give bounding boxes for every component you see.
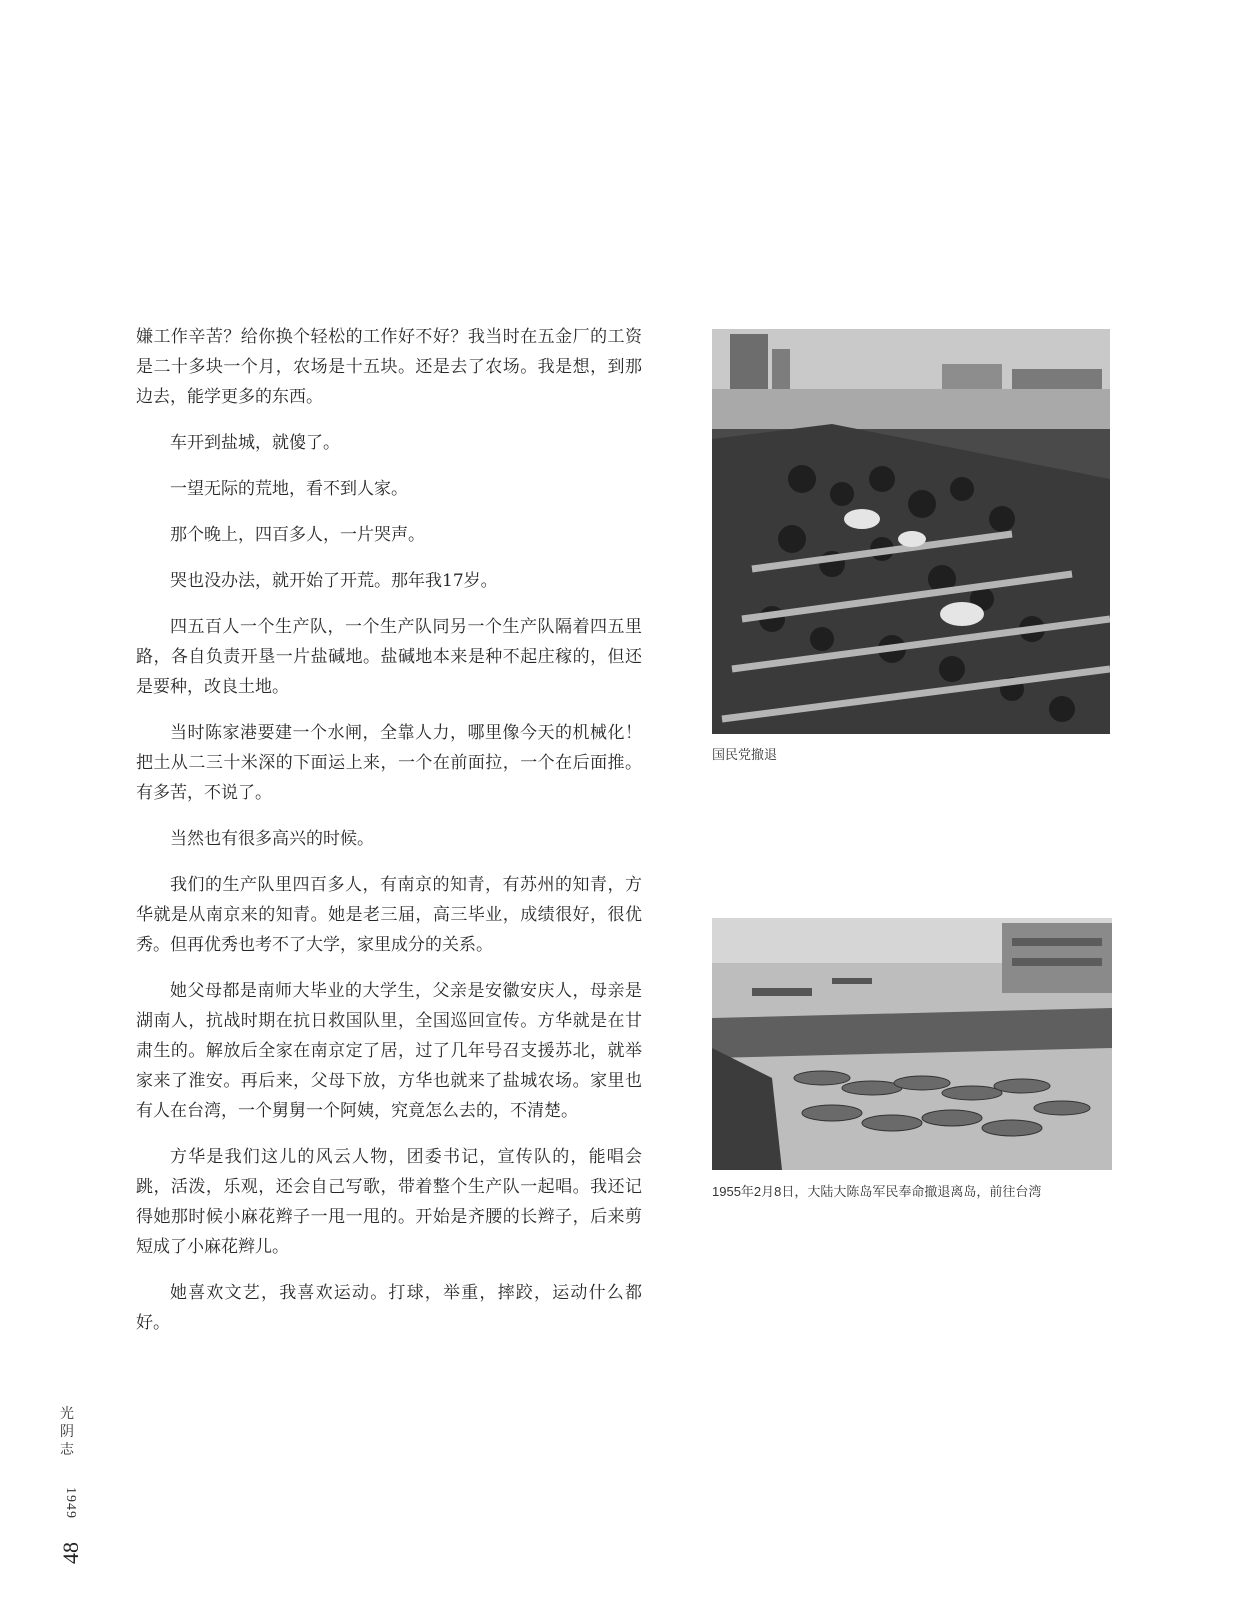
paragraph: 当然也有很多高兴的时候。 — [170, 829, 374, 849]
paragraph: 一望无际的荒地，看不到人家。 — [170, 479, 408, 499]
article-body — [136, 322, 642, 1354]
photo-caption: 国民党撤退 — [712, 747, 778, 762]
photo-caption: 1955年2月8日，大陆大陈岛军民奉命撤退离岛，前往台湾 — [712, 1184, 1042, 1199]
paragraph: 那个晚上，四百多人，一片哭声。 — [170, 525, 425, 545]
photo-retreat-ship-image — [712, 329, 1110, 734]
paragraph: 当时陈家港要建一个水闸，全靠人力，哪里像今天的机械化！把土从二三十米深的下面运上来，一个在前面拉，一个在后面推。有多苦，不说了。 — [136, 723, 642, 803]
paragraph: 哭也没办法，就开始了开荒。那年我17岁。 — [170, 571, 498, 591]
paragraph: 我们的生产队里四百多人，有南京的知青，有苏州的知青，方华就是从南京来的知青。她是老三届，高三毕业，成绩很好，很优秀。但再优秀也考不了大学，家里成分的关系。 — [136, 875, 642, 955]
photo-dachen-evacuation-image — [712, 918, 1112, 1170]
photo-retreat-ship — [712, 329, 1110, 734]
photo-dachen-evacuation — [712, 918, 1112, 1170]
paragraph: 嫌工作辛苦？给你换个轻松的工作好不好？我当时在五金厂的工资是二十多块一个月，农场是十五块。还是去了农场。我是想，到那边去，能学更多的东西。 — [136, 327, 642, 407]
paragraph: 她喜欢文艺，我喜欢运动。打球，举重，摔跤，运动什么都好。 — [136, 1283, 642, 1333]
issue-label: 1949 — [63, 1487, 78, 1519]
paragraph: 方华是我们这儿的风云人物，团委书记，宣传队的，能唱会跳，活泼，乐观，还会自己写歌，带着整个生产队一起唱。我还记得她那时候小麻花辫子一甩一甩的。开始是齐腰的长辫子，后来剪短成了小麻花辫儿。 — [136, 1147, 642, 1257]
paragraph: 她父母都是南师大毕业的大学生，父亲是安徽安庆人，母亲是湖南人，抗战时期在抗日救国队里，全国巡回宣传。方华就是在甘肃生的。解放后全家在南京定了居，过了几年号召支援苏北，就举家来了淮安。再后来，父母下放，方华也就来了盐城农场。家里也有人在台湾，一个舅舅一个阿姨，究竟怎么去的，不清楚。 — [136, 981, 642, 1121]
paragraph: 四五百人一个生产队，一个生产队同另一个生产队隔着四五里路，各自负责开垦一片盐碱地。盐碱地本来是种不起庄稼的，但还是要种，改良土地。 — [136, 617, 642, 697]
magazine-name: 光阴志 — [60, 1406, 74, 1458]
paragraph: 车开到盐城，就傻了。 — [170, 433, 340, 453]
page-number: 48 — [58, 1542, 83, 1564]
